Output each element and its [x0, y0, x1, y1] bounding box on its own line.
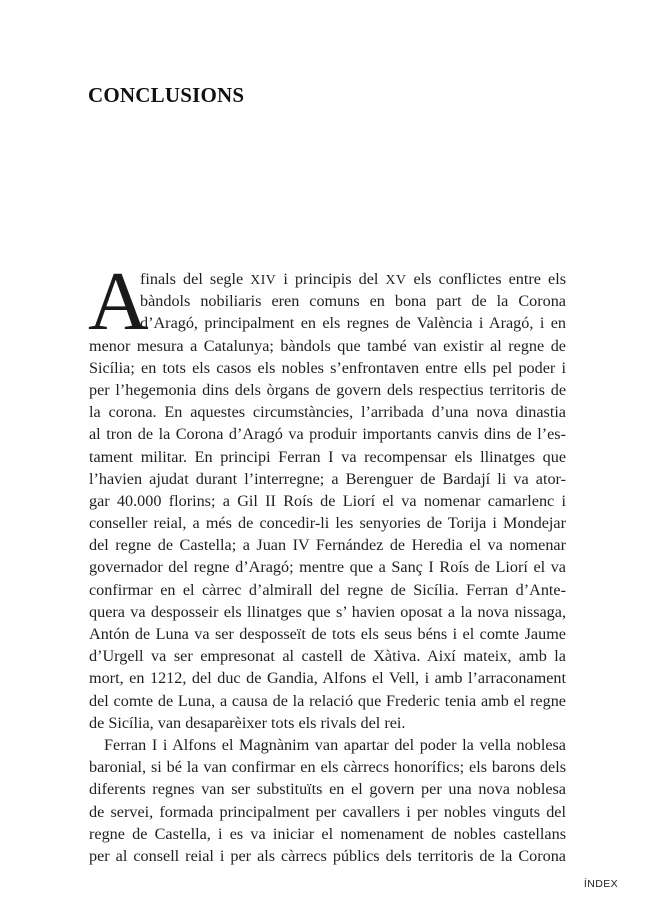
- text-line: Antón de Luna va ser desposseït de tots els seus béns i el comte Jaume: [89, 625, 566, 643]
- text-line: governador del regne d’Aragó; mentre que a Sanç I Roís de Liorí el va: [89, 558, 566, 577]
- text-line: finals del segle XIV i principis del XV els conflictes entre els: [140, 270, 566, 288]
- text-line: mort, en 1212, del duc de Gandia, Alfons el Vell, i amb l’arraconament: [89, 669, 566, 688]
- text-line: tament militar. En principi Ferran I va recompensar els llinatges que: [89, 447, 566, 466]
- drop-cap: A: [88, 255, 149, 348]
- text-line: d’Urgell va ser empresonat al castell de Xàtiva. Així mateix, amb la: [89, 647, 566, 666]
- text-line: conseller reial, a més de concedir-li les senyories de Torija i Mondejar: [89, 514, 566, 533]
- text-line: quera va desposseir els llinatges que s’ havien oposat a la nova nissaga,: [89, 602, 566, 621]
- text-line: regne de Castella, i es va iniciar el nomenament de nobles castellans: [89, 824, 566, 843]
- page-title: CONCLUSIONS: [88, 83, 245, 107]
- text-line: Sicília; en tots els casos els nobles s’enfrontaven entre ells pel poder i: [89, 358, 566, 377]
- body-text: [88, 255, 566, 867]
- text-line: diferents regnes van ser substituïts en el govern per una nova noblesa: [89, 780, 566, 799]
- text-line: menor mesura a Catalunya; bàndols que també van existir al regne de: [89, 336, 566, 355]
- text-line: Ferran I i Alfons el Magnànim van apartar del poder la vella noblesa: [104, 735, 566, 754]
- text-line: del comte de Luna, a causa de la relació que Frederic tenia amb el regne: [89, 691, 566, 710]
- text-line: bàndols nobiliaris eren comuns en bona part de la Corona: [140, 292, 566, 311]
- text-line: per al consell reial i per als càrrecs públics dels territoris de la Corona: [89, 846, 566, 865]
- text-line: d’Aragó, principalment en els regnes de València i Aragó, i en: [140, 314, 566, 333]
- text-line: de Sicília, van desaparèixer tots els rivals del rei.: [89, 713, 406, 732]
- index-link[interactable]: ÍNDEX: [583, 878, 618, 890]
- text-line: del regne de Castella; a Juan IV Fernández de Heredia el va nomenar: [89, 536, 566, 555]
- text-line: de servei, formada principalment per cavallers i per nobles vinguts del: [89, 802, 566, 821]
- text-line: confirmar en el càrrec d’almirall del regne de Sicília. Ferran d’Ante-: [89, 580, 566, 599]
- text-line: la corona. En aquestes circumstàncies, l’arribada d’una nova dinastia: [89, 403, 566, 422]
- text-line: al tron de la Corona d’Aragó va produir importants canvis dins de l’es-: [89, 425, 566, 444]
- text-line: baronial, si bé la van confirmar en els càrrecs honorífics; els barons dels: [89, 758, 566, 777]
- text-line: gar 40.000 florins; a Gil II Roís de Liorí el va nomenar camarlenc i: [89, 491, 566, 510]
- text-line: per l’hegemonia dins dels òrgans de govern dels respectius territoris de: [89, 380, 566, 399]
- text-line: l’havien ajudat durant l’interregne; a Berenguer de Bardají li va ator-: [89, 469, 566, 488]
